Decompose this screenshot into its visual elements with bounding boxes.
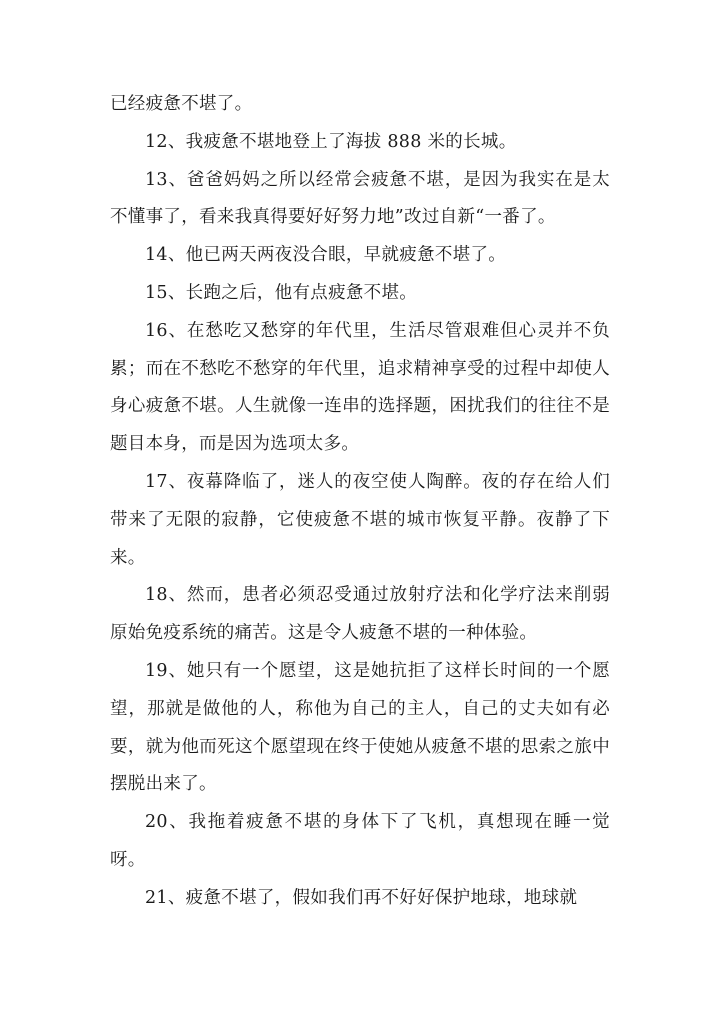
- paragraph-19: 19、她只有一个愿望，这是她抗拒了这样长时间的一个愿望，那就是做他的人，称他为自己的主人，自己的丈夫如有必要，就为他而死这个愿望现在终于使她从疲惫不堪的思索之旅中摆脱出来了。: [110, 660, 610, 795]
- paragraph-15: 15、长跑之后，他有点疲惫不堪。: [145, 282, 418, 303]
- document-body: [110, 86, 610, 918]
- paragraph-18: 18、然而，患者必须忍受通过放射疗法和化学疗法来削弱原始免疫系统的痛苦。这是令人疲惫不堪的一种体验。: [110, 585, 610, 644]
- paragraph-16: 16、在愁吃又愁穿的年代里，生活尽管艰难但心灵并不负累；而在不愁吃不愁穿的年代里，追求精神享受的过程中却使人身心疲惫不堪。人生就像一连串的选择题，困扰我们的往往不是题目本身，而是因为选项太多。: [110, 320, 610, 455]
- paragraph-12: 12、我疲惫不堪地登上了海拔 888 米的长城。: [145, 131, 517, 152]
- paragraph-21: 21、疲惫不堪了，假如我们再不好好保护地球，地球就: [145, 887, 578, 908]
- paragraph-14: 14、他已两天两夜没合眼，早就疲惫不堪了。: [145, 245, 507, 266]
- paragraph-17: 17、夜幕降临了，迷人的夜空使人陶醉。夜的存在给人们带来了无限的寂静，它使疲惫不堪的城市恢复平静。夜静了下来。: [110, 471, 610, 568]
- paragraph-13: 13、爸爸妈妈之所以经常会疲惫不堪，是因为我实在是太不懂事了，看来我真得要好好努力地”改过自新“一番了。: [110, 169, 610, 228]
- paragraph-continuation: 已经疲惫不堪了。: [110, 94, 253, 114]
- paragraph-20: 20、我拖着疲惫不堪的身体下了飞机，真想现在睡一觉呀。: [110, 812, 610, 870]
